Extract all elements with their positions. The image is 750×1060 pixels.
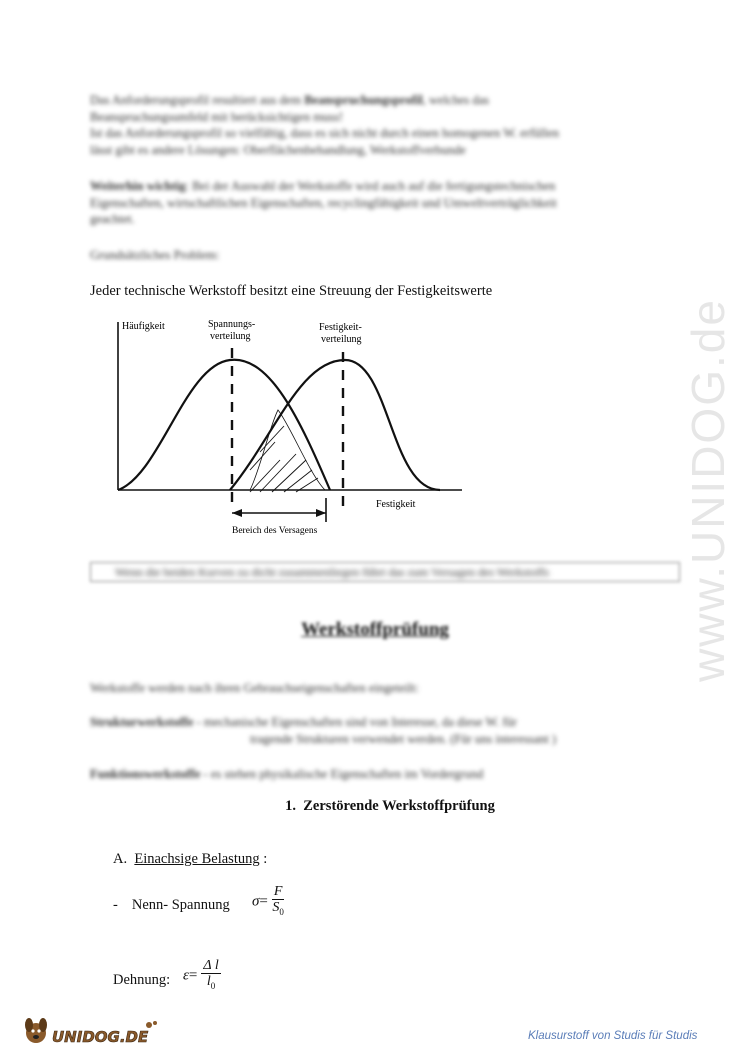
structural-materials-paragraph: Strukturwerkstoffe - mechanische Eigenschaften sind von Interesse, da diese W. für tragende Strukturen verwendet werden. (Für uns interessant )	[90, 715, 557, 746]
nominal-stress-label: - Nenn- Spannung	[113, 897, 230, 913]
subsection-heading: A. Einachsige Belastung :	[113, 851, 268, 867]
strain-label: Dehnung:	[113, 972, 171, 988]
logo-text: UNIDOG.DE	[52, 1028, 149, 1046]
problem-heading: Grundsätzliches Problem:	[90, 248, 220, 262]
distribution-figure	[100, 310, 480, 535]
strength-distribution-curve	[230, 360, 440, 490]
strength-label-line2: verteilung	[321, 334, 362, 345]
ylabel: Häufigkeit	[122, 321, 165, 332]
intro-paragraph: Das Anforderungsprofil resultiert aus dem Beanspruchungsprofil, welches das Beanspruchungsumfeld mit berücksichtigen muss! Ist das Anforderungsprofil so vielfältig, dass es sich nicht durch einen homogenen W. erfüllen lässt gibt es andere Lösungen: Oberflächenbehandlung, Werkstoffverbunde	[90, 93, 559, 157]
page-heading: Werkstoffprüfung	[301, 619, 449, 640]
failure-note-box: Wenn die beiden Kurven zu dicht zusammenliegen führt das zum Versagen des Werkstoffs	[90, 562, 680, 582]
failure-range-label: Bereich des Versagens	[232, 526, 318, 535]
xlabel: Festigkeit	[376, 499, 416, 510]
strain-formula: ε= $\frac{\text{Δ l}}{l_0}$	[183, 958, 219, 991]
unidog-logo	[22, 1017, 162, 1052]
nominal-stress-formula: σ= $\frac{F}{S_0}$	[252, 884, 284, 917]
watermark: www.UNIDOG.de	[682, 298, 734, 682]
classification-intro: Werkstoffe werden nach ihren Gebrauchseigenschaften eingeteilt:	[90, 681, 419, 695]
stress-label-line2: verteilung	[210, 331, 251, 342]
footer-caption: Klausurstoff von Studis für Studis	[528, 1030, 698, 1042]
functional-materials-paragraph: Funktionswerkstoffe - es stehen physikalische Eigenschaften im Vordergrund	[90, 767, 484, 781]
strength-label-line1: Festigkeit-	[319, 322, 362, 333]
stress-label-line1: Spannungs-	[208, 319, 256, 330]
section-heading: 1. Zerstörende Werkstoffprüfung	[285, 798, 495, 814]
note-paragraph: Weiterhin wichtig: Bei der Auswahl der Werkstoffe wird auch auf die fertigungstechnischen Eigenschaften, wirtschaftlichen Eigenschaften, recyclingfähigkeit und Umweltverträglichkeit geachtet.	[90, 179, 557, 226]
intro-sentence: Jeder technische Werkstoff besitzt eine Streuung der Festigkeitswerte	[90, 283, 493, 299]
stress-distribution-curve	[118, 360, 330, 490]
